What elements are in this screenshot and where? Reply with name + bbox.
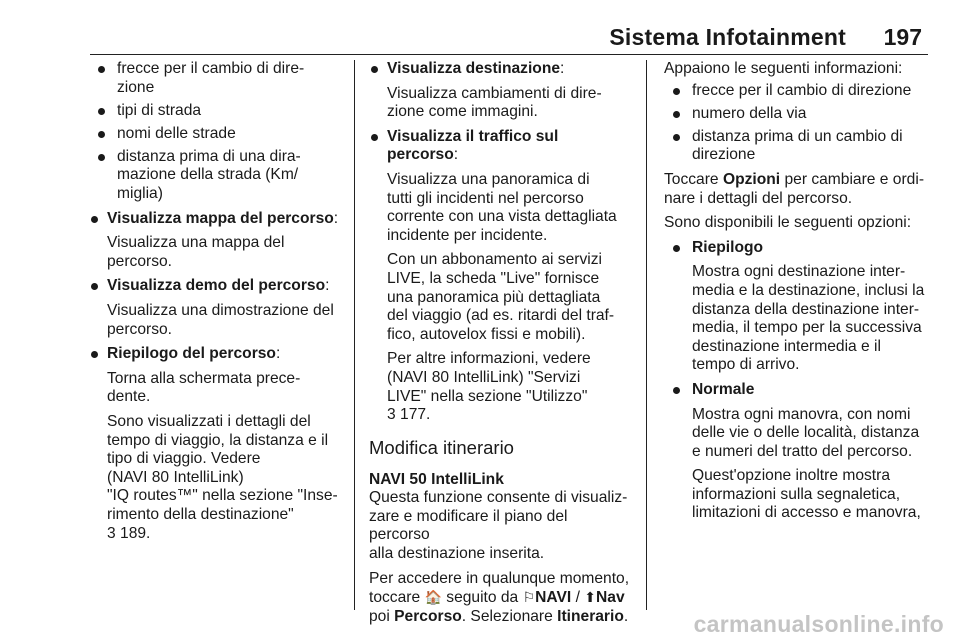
page-ref-link[interactable]: 177. bbox=[400, 406, 431, 424]
option-description: Visualizza cambiamenti di dire- zione come immagini. bbox=[387, 84, 602, 121]
list-item-text: numero della via bbox=[692, 104, 807, 122]
list-item bbox=[664, 105, 928, 124]
option-description: Con un abbonamento ai servizi LIVE, la scheda "Live" fornisce una panoramica più dettagliata del viaggio (ad es. ritardi del traf- fico, autovelox fissi e mobili). bbox=[387, 251, 615, 343]
option-description: Per altre informazioni, vedere (NAVI 80 IntelliLink) "Servizi LIVE" nella sezione "Utilizzo" 3 177. bbox=[387, 350, 591, 424]
option-title: Visualizza demo del percorso bbox=[107, 277, 326, 295]
nav-label: Nav bbox=[596, 589, 625, 607]
option-item: Riepilogo del percorso: bbox=[89, 345, 343, 364]
paragraph: Questa funzione consente di visualiz- zare e modificare il piano del percorso alla destinazione inserita. bbox=[369, 489, 628, 563]
list-item bbox=[89, 125, 343, 144]
page-number: 197 bbox=[883, 24, 922, 50]
option-description: Visualizza una dimostrazione del percorso. bbox=[107, 302, 334, 338]
column-divider-right bbox=[646, 60, 647, 610]
itinerario-label: Itinerario bbox=[557, 607, 624, 625]
option-item: Visualizza il traffico sul percorso: bbox=[369, 128, 632, 165]
option-item: Visualizza demo del percorso: bbox=[89, 277, 343, 296]
option-title: Visualizza mappa del percorso bbox=[107, 209, 334, 227]
column-divider-left bbox=[354, 60, 355, 610]
paragraph: Sono disponibili le seguenti opzioni: bbox=[664, 214, 912, 232]
option-title: Visualizza il traffico sul percorso bbox=[387, 127, 559, 164]
percorso-label: Percorso bbox=[394, 607, 462, 625]
list-item bbox=[664, 128, 928, 165]
option-description: Visualizza una mappa del percorso. bbox=[107, 234, 285, 270]
option-description: Sono visualizzati i dettagli del tempo di viaggio, la distanza e il tipo di viaggio. Vedere (NAVI 80 IntelliLink) "IQ routes™" nella sezione "Inse- rimento della destinazione" 3 189. bbox=[107, 413, 338, 542]
nav-arrow-icon: ⬆ bbox=[584, 589, 597, 606]
flag-icon: ⚐ bbox=[522, 589, 536, 606]
list-item bbox=[664, 82, 928, 101]
option-description: Mostra ogni manovra, con nomi delle vie o delle località, distanza e numeri del tratto del percorso. bbox=[692, 405, 920, 460]
option-item bbox=[664, 239, 928, 258]
column-2 bbox=[369, 60, 632, 632]
list-item bbox=[89, 148, 343, 204]
option-title: Visualizza destinazione bbox=[387, 60, 561, 77]
subsection-heading: NAVI 50 IntelliLink bbox=[369, 470, 504, 488]
option-description: Quest'opzione inoltre mostra informazioni sulla segnaletica, limitazioni di accesso e manovra, bbox=[692, 467, 921, 522]
navi-label: NAVI bbox=[535, 589, 572, 607]
list-item-text: tipi di strada bbox=[117, 101, 202, 119]
list-item-text: distanza prima di un cambio di direzione bbox=[692, 127, 903, 164]
option-description: Mostra ogni destinazione inter- media e la destinazione, inclusi la distanza della destinazione inter- media, il tempo per la successiva destinazione intermedia e il tempo di arrivo. bbox=[692, 263, 925, 374]
column-1 bbox=[89, 60, 343, 549]
section-heading: Modifica itinerario bbox=[369, 436, 514, 458]
opzioni-label: Opzioni bbox=[722, 170, 781, 188]
column-3 bbox=[664, 60, 928, 529]
list-item-text: frecce per il cambio di dire- zione bbox=[117, 60, 305, 96]
option-item: Visualizza mappa del percorso: bbox=[89, 210, 343, 229]
section-title: Sistema Infotainment bbox=[609, 24, 846, 50]
paragraph: Per accedere in qualunque momento, toccare 🏠 seguito da ⚐NAVI / ⬆Nav poi Percorso. Selezionare Itinerario. bbox=[369, 569, 630, 625]
option-title: Normale bbox=[692, 380, 755, 398]
page-ref-arrow-icon: 3 bbox=[387, 406, 396, 424]
page-ref-arrow-icon: 3 bbox=[107, 524, 116, 542]
list-item-text: distanza prima di una dira- mazione della strada (Km/ miglia) bbox=[117, 147, 301, 203]
page-ref-link[interactable]: 189. bbox=[120, 524, 151, 542]
option-item: Visualizza destinazione: bbox=[369, 60, 632, 79]
option-description: Visualizza una panoramica di tutti gli incidenti nel percorso corrente con una vista dettagliata incidente per incidente. bbox=[387, 170, 617, 244]
option-title: Riepilogo del percorso bbox=[107, 345, 276, 363]
list-item bbox=[89, 102, 343, 121]
list-item-text: frecce per il cambio di direzione bbox=[692, 81, 912, 99]
list-item bbox=[89, 60, 343, 97]
page-header bbox=[90, 20, 928, 55]
option-title: Riepilogo bbox=[692, 238, 764, 256]
paragraph: Appaiono le seguenti informazioni: bbox=[664, 60, 903, 77]
option-description: Torna alla schermata prece- dente. bbox=[107, 369, 301, 406]
paragraph: Toccare Opzioni per cambiare e ordi- nare i dettagli del percorso. bbox=[664, 170, 925, 207]
watermark: carmanualsonline.info bbox=[693, 611, 944, 637]
option-item bbox=[664, 381, 928, 400]
home-icon: 🏠 bbox=[424, 589, 442, 606]
list-item-text: nomi delle strade bbox=[117, 124, 236, 142]
